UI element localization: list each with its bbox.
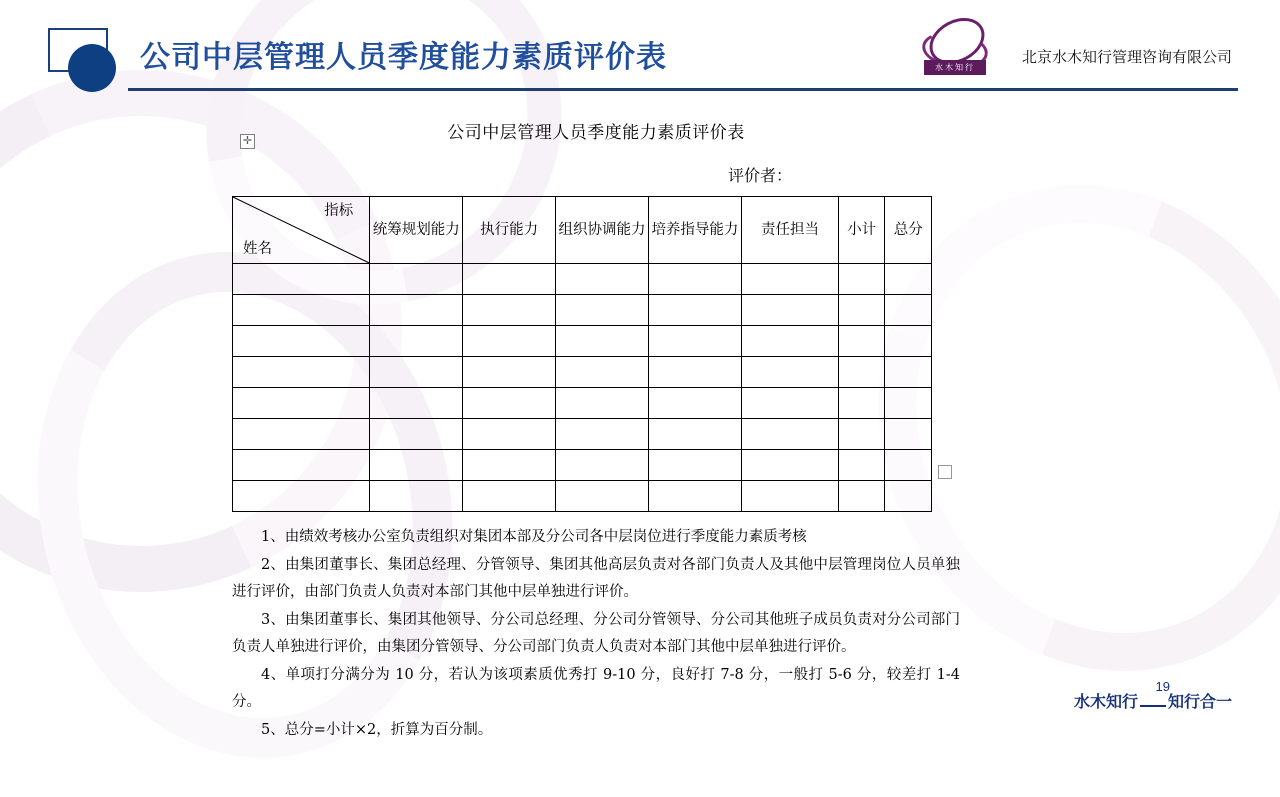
cell[interactable] <box>648 264 741 295</box>
page-title: 公司中层管理人员季度能力素质评价表 <box>140 41 667 74</box>
move-object-handle[interactable]: ✛ <box>240 134 255 149</box>
table-row[interactable] <box>233 388 932 419</box>
cell[interactable] <box>463 419 556 450</box>
cell[interactable] <box>885 481 932 512</box>
cell[interactable] <box>839 481 885 512</box>
note-item-3: 3、由集团董事长、集团其他领导、分公司总经理、分公司分管领导、分公司其他班子成员负责对分公司部门负责人单独进行评价，由集团分管领导、分公司部门负责人负责对本部门其他中层单独进行评价。 <box>232 611 960 656</box>
column-header-5: 小计 <box>839 197 885 264</box>
cell[interactable] <box>885 450 932 481</box>
cell[interactable] <box>885 264 932 295</box>
cell[interactable] <box>463 357 556 388</box>
cell[interactable] <box>741 295 838 326</box>
column-header-0: 统筹规划能力 <box>370 197 463 264</box>
cell[interactable] <box>648 481 741 512</box>
cell[interactable] <box>839 295 885 326</box>
cell[interactable] <box>885 357 932 388</box>
cell[interactable] <box>741 357 838 388</box>
cell[interactable] <box>370 481 463 512</box>
cell[interactable] <box>370 388 463 419</box>
table-corner-cell <box>233 197 370 264</box>
cell[interactable] <box>370 264 463 295</box>
cell[interactable] <box>463 295 556 326</box>
cell[interactable] <box>839 450 885 481</box>
embedded-document[interactable] <box>232 112 960 744</box>
cell[interactable] <box>233 326 370 357</box>
column-header-6: 总分 <box>885 197 932 264</box>
cell[interactable] <box>233 388 370 419</box>
table-row[interactable] <box>233 357 932 388</box>
footer-brand-right: 知行合一 <box>1167 692 1232 711</box>
cell[interactable] <box>741 419 838 450</box>
company-logo-icon <box>920 18 992 80</box>
note-item-2: 2、由集团董事长、集团总经理、分管领导、集团其他高层负责对各部门负责人及其他中层管理岗位人员单独进行评价，由部门负责人负责对本部门其他中层单独进行评价。 <box>232 556 960 601</box>
cell[interactable] <box>463 264 556 295</box>
cell[interactable] <box>556 295 649 326</box>
header-divider <box>128 88 1238 91</box>
cell[interactable] <box>233 450 370 481</box>
cell[interactable] <box>741 450 838 481</box>
cell[interactable] <box>839 326 885 357</box>
cell[interactable] <box>648 388 741 419</box>
cell[interactable] <box>648 450 741 481</box>
note-item-5: 5、总分=小计×2，折算为百分制。 <box>261 721 493 738</box>
table-row[interactable] <box>233 295 932 326</box>
cell[interactable] <box>741 326 838 357</box>
rater-label: 评价者： <box>727 166 792 185</box>
cell[interactable] <box>741 481 838 512</box>
logo-wordmark: 水木知行 <box>924 60 986 75</box>
corner-row-label: 姓名 <box>243 240 272 257</box>
cell[interactable] <box>885 326 932 357</box>
cell[interactable] <box>233 295 370 326</box>
table-row[interactable] <box>233 326 932 357</box>
cell[interactable] <box>233 357 370 388</box>
cell[interactable] <box>839 388 885 419</box>
page-number: 19 <box>1155 679 1170 694</box>
table-row[interactable] <box>233 264 932 295</box>
slide-header <box>0 0 1280 96</box>
cell[interactable] <box>556 481 649 512</box>
column-header-1: 执行能力 <box>463 197 556 264</box>
evaluation-table[interactable] <box>232 196 932 512</box>
cell[interactable] <box>370 326 463 357</box>
cell[interactable] <box>370 419 463 450</box>
header-circle-decoration <box>68 44 116 92</box>
cell[interactable] <box>648 357 741 388</box>
resize-object-handle[interactable] <box>938 465 952 479</box>
cell[interactable] <box>839 357 885 388</box>
cell[interactable] <box>233 481 370 512</box>
note-item-4: 4、单项打分满分为 10 分，若认为该项素质优秀打 9-10 分，良好打 7-8 分，一般打 5-6 分，较差打 1-4 分。 <box>232 666 960 711</box>
table-row[interactable] <box>233 450 932 481</box>
table-row[interactable] <box>233 419 932 450</box>
cell[interactable] <box>463 450 556 481</box>
cell[interactable] <box>556 357 649 388</box>
cell[interactable] <box>885 419 932 450</box>
cell[interactable] <box>741 264 838 295</box>
cell[interactable] <box>556 450 649 481</box>
footer-brand-left: 水木知行 <box>1073 692 1138 711</box>
table-row[interactable] <box>233 481 932 512</box>
cell[interactable] <box>885 295 932 326</box>
company-name: 北京水木知行管理咨询有限公司 <box>1021 49 1232 66</box>
cell[interactable] <box>839 264 885 295</box>
notes-section <box>232 524 960 744</box>
cell[interactable] <box>556 264 649 295</box>
cell[interactable] <box>885 388 932 419</box>
document-title: 公司中层管理人员季度能力素质评价表 <box>447 123 745 143</box>
table-body[interactable] <box>233 264 932 512</box>
corner-column-label: 指标 <box>324 203 354 219</box>
cell[interactable] <box>648 326 741 357</box>
cell[interactable] <box>556 388 649 419</box>
table-header-row <box>233 197 932 264</box>
cell[interactable] <box>556 326 649 357</box>
note-item-1: 1、由绩效考核办公室负责组织对集团本部及分公司各中层岗位进行季度能力素质考核 <box>261 529 807 545</box>
cell[interactable] <box>463 481 556 512</box>
column-header-2: 组织协调能力 <box>556 197 649 264</box>
cell[interactable] <box>648 419 741 450</box>
column-header-4: 责任担当 <box>741 197 838 264</box>
cell[interactable] <box>556 419 649 450</box>
cell[interactable] <box>370 450 463 481</box>
cell[interactable] <box>741 388 838 419</box>
cell[interactable] <box>839 419 885 450</box>
footer-brand-divider <box>1140 705 1166 707</box>
cell[interactable] <box>463 388 556 419</box>
cell[interactable] <box>233 264 370 295</box>
cell[interactable] <box>648 295 741 326</box>
cell[interactable] <box>370 295 463 326</box>
footer-brand <box>1074 689 1232 712</box>
cell[interactable] <box>370 357 463 388</box>
column-header-3: 培养指导能力 <box>648 197 741 264</box>
cell[interactable] <box>233 419 370 450</box>
cell[interactable] <box>463 326 556 357</box>
